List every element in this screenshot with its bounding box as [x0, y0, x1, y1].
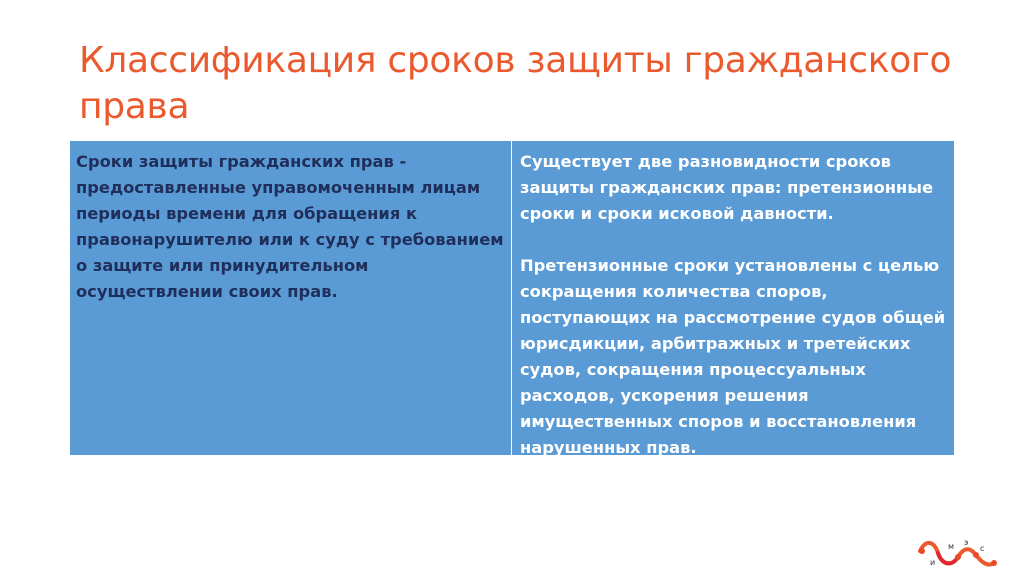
slide-title: Классификация сроков защиты гражданского права: [79, 40, 952, 127]
imes-logo-icon: [918, 533, 998, 574]
logo-letter-m: м: [948, 542, 955, 551]
logo-letter-s: с: [980, 544, 985, 553]
table-cell-definition: Сроки защиты гражданских прав - предоставленные управомоченным лицам периоды времени для обращения к правонарушителю или к суду с требованием о защите или принудительном осуществлении своих прав.: [70, 141, 512, 455]
table-cell-types: Существует две разновидности сроков защиты гражданских прав: претензионные сроки и сроки исковой давности. Претензионные сроки установлены с целью сокращения количества споров, поступающих на рассмотрение судов общей юрисдикции, арбитражных и третейских судов, сокращения процессуальных расходов, ускорения решения имущественных споров и восстановления нарушенных прав.: [520, 152, 946, 457]
logo-letter-i: и: [930, 558, 936, 567]
logo-letter-e: э: [964, 538, 969, 547]
content-table: [69, 140, 955, 456]
